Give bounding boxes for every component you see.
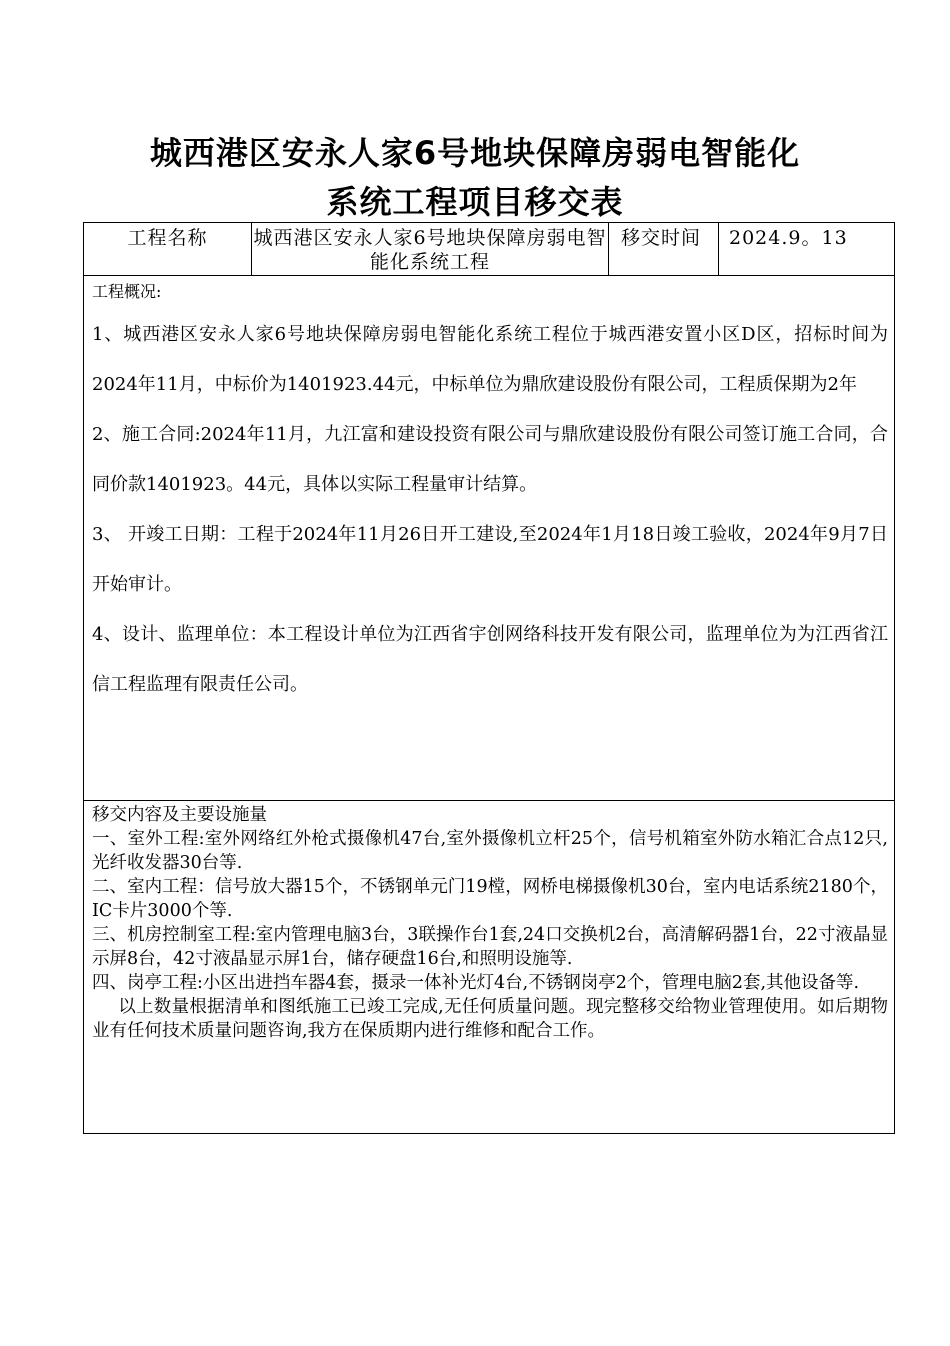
contents-label: 移交内容及主要设施量 <box>92 805 267 825</box>
overview-item-1: 1、城西港区安永人家6号地块保障房弱电智能化系统工程位于城西港安置小区D区，招标时间为2024年11月，中标价为1401923.44元，中标单位为鼎欣建设股份有限公司，工程质保期为2年 <box>92 324 888 395</box>
contents-closing: 以上数量根据清单和图纸施工已竣工完成,无任何质量问题。现完整移交给物业管理使用。如后期物业有任何技术质量问题咨询,我方在保质期内进行维修和配合工作。 <box>92 997 888 1041</box>
contents-item-1: 一、室外工程:室外网络红外枪式摄像机47台,室外摄像机立杆25个，信号机箱室外防水箱汇合点12只,光纤收发器30台等. <box>92 829 888 873</box>
handover-time-label: 移交时间 <box>609 223 719 276</box>
project-name-label: 工程名称 <box>84 223 252 276</box>
overview-label: 工程概况: <box>92 282 162 301</box>
overview-item-4: 4、设计、监理单位：本工程设计单位为江西省宇创网络科技开发有限公司，监理单位为为江西省江信工程监理有限责任公司。 <box>92 624 888 695</box>
overview-item-3: 3、 开竣工日期：工程于2024年11月26日开工建设,至2024年1月18日竣工验收，2024年9月7日开始审计。 <box>92 524 888 595</box>
project-name-value: 城西港区安永人家6号地块保障房弱电智能化系统工程 <box>252 223 609 276</box>
document-title-line-1: 城西港区安永人家6号地块保障房弱电智能化 <box>149 134 801 172</box>
overview-row <box>84 276 895 801</box>
overview-cell <box>84 276 895 801</box>
document-title-line-2: 系统工程项目移交表 <box>326 183 624 221</box>
contents-item-2: 二、室内工程：信号放大器15个，不锈钢单元门19樘，网桥电梯摄像机30台，室内电话系统2180个，IC卡片3000个等. <box>92 877 888 921</box>
contents-item-4: 四、岗亭工程:小区出进挡车器4套，摄录一体补光灯4台,不锈钢岗亭2个，管理电脑2套,其他设备等. <box>92 973 860 993</box>
overview-item-2: 2、施工合同:2024年11月，九江富和建设投资有限公司与鼎欣建设股份有限公司签订施工合同，合同价款1401923。44元，具体以实际工程量审计结算。 <box>92 424 888 495</box>
header-row <box>84 223 895 276</box>
handover-time-value: 2024.9。13 <box>719 223 895 276</box>
contents-item-3: 三、机房控制室工程:室内管理电脑3台，3联操作台1套,24口交换机2台，高清解码器1台，22寸液晶显示屏8台，42寸液晶显示屏1台，储存硬盘16台,和照明设施等. <box>92 925 888 969</box>
contents-cell <box>84 801 895 1134</box>
handover-form-table <box>83 222 895 1134</box>
contents-row <box>84 801 895 1134</box>
